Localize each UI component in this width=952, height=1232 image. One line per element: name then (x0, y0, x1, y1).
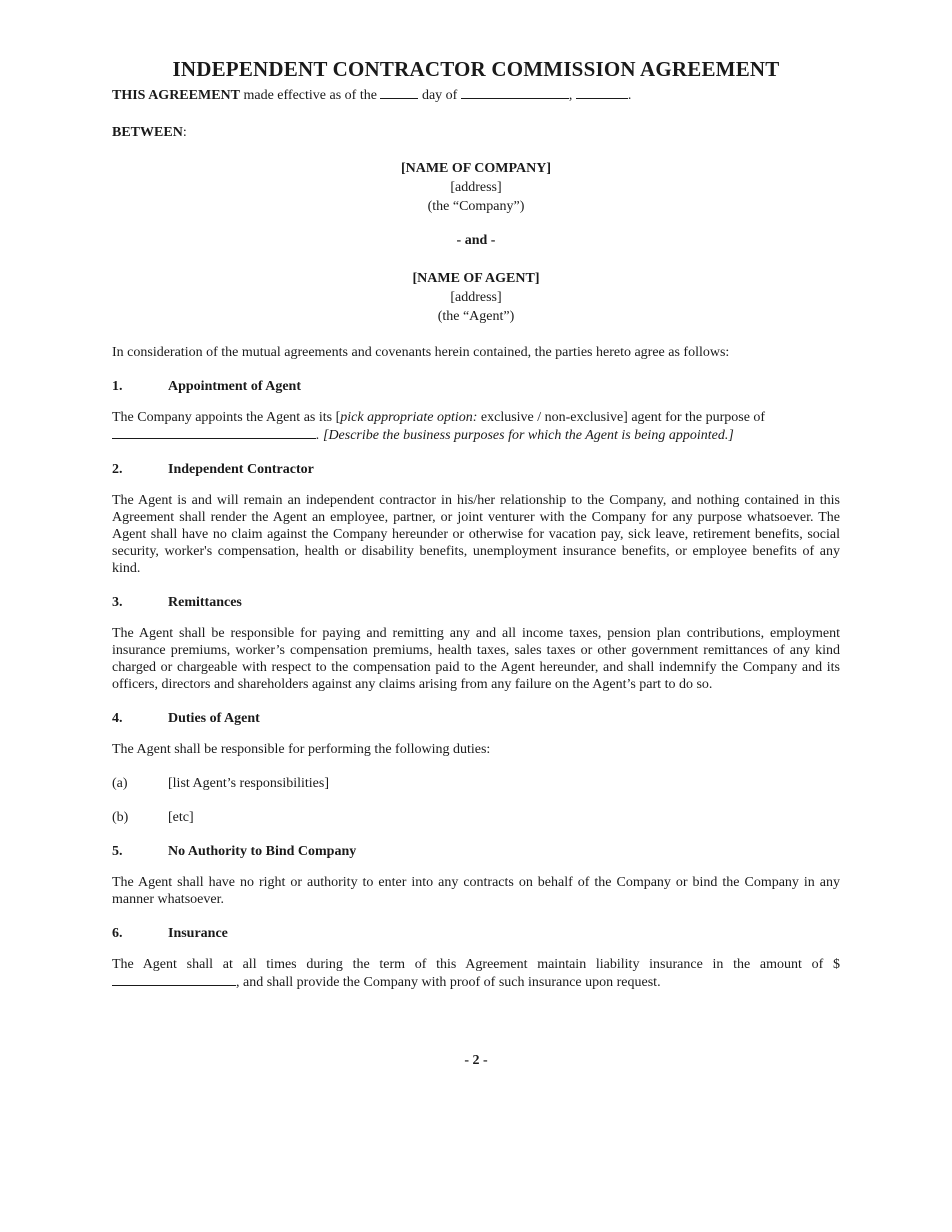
section-4-heading: 4. Duties of Agent (112, 711, 260, 726)
company-alias: (the “Company”) (427, 199, 525, 214)
section-6-body: The Agent shall at all times during the term of this Agreement maintain liability insurance in the amount of $, and shall provide the Company with proof of such insurance upon request. (112, 957, 841, 990)
section-2-body: The Agent is and will remain an independent contractor in his/her relationship to the Company, and nothing contained in this Agreement shall render the Agent an employee, partner, or joint venturer with the Company for any purpose whatsoever. The Agent shall have no claim against the Company hereunder or otherwise for vacation pay, sick leave, retirement benefits, social security, worker's compensation, health or disability benefits, unemployment insurance benefits, or employee benefits of any kind. (112, 493, 840, 576)
page-number: - 2 - (464, 1053, 488, 1068)
agent-alias: (the “Agent”) (437, 309, 515, 324)
section-5-body: The Agent shall have no right or authority to enter into any contracts on behalf of the Company or bind the Company in any manner whatsoever. (112, 875, 840, 907)
duty-item-a: (a) [list Agent’s responsibilities] (112, 776, 329, 791)
section-5-heading: 5. No Authority to Bind Company (112, 844, 357, 859)
purpose-blank[interactable] (112, 426, 316, 439)
between-label: BETWEEN: (112, 125, 187, 140)
insurance-amount-blank[interactable] (112, 973, 236, 986)
document-title: INDEPENDENT CONTRACTOR COMMISSION AGREEMENT (172, 57, 780, 81)
section-1-body: The Company appoints the Agent as its [pick appropriate option: exclusive / non-exclusive] agent for the purpose of . [Describe the business purposes for which the Agent is being appointed.] (112, 410, 766, 443)
company-address: [address] (450, 180, 502, 195)
consideration-clause: In consideration of the mutual agreements and covenants herein contained, the parties hereto agree as follows: (112, 345, 730, 360)
document-page (112, 56, 840, 991)
month-blank[interactable] (461, 86, 569, 99)
agent-party (112, 269, 840, 326)
company-party (112, 159, 840, 216)
and-separator: - and - (456, 233, 496, 248)
duty-item-b: (b) [etc] (112, 810, 194, 825)
section-4-body: The Agent shall be responsible for performing the following duties: (112, 742, 491, 757)
day-blank[interactable] (380, 86, 418, 99)
agent-address: [address] (450, 290, 502, 305)
year-blank[interactable] (576, 86, 628, 99)
section-1-heading: 1. Appointment of Agent (112, 379, 302, 394)
effective-lead: THIS AGREEMENT (112, 88, 240, 103)
section-6-heading: 6. Insurance (112, 926, 228, 941)
section-3-heading: 3. Remittances (112, 595, 242, 610)
section-3-body: The Agent shall be responsible for paying and remitting any and all income taxes, pension plan contributions, employment insurance premiums, worker’s compensation premiums, health taxes, sales taxes or other government remittances of any kind charged or chargeable with respect to the compensation paid to the Agent hereunder, and shall indemnify the Company and its officers, directors and shareholders against any claims arising from any failure on the Agent’s part to do so. (112, 626, 840, 692)
company-name: [NAME OF COMPANY] (400, 161, 552, 176)
effective-date-line: THIS AGREEMENT made effective as of the day of , . (112, 88, 632, 103)
agent-name: [NAME OF AGENT] (412, 271, 540, 286)
section-2-heading: 2. Independent Contractor (112, 462, 314, 477)
